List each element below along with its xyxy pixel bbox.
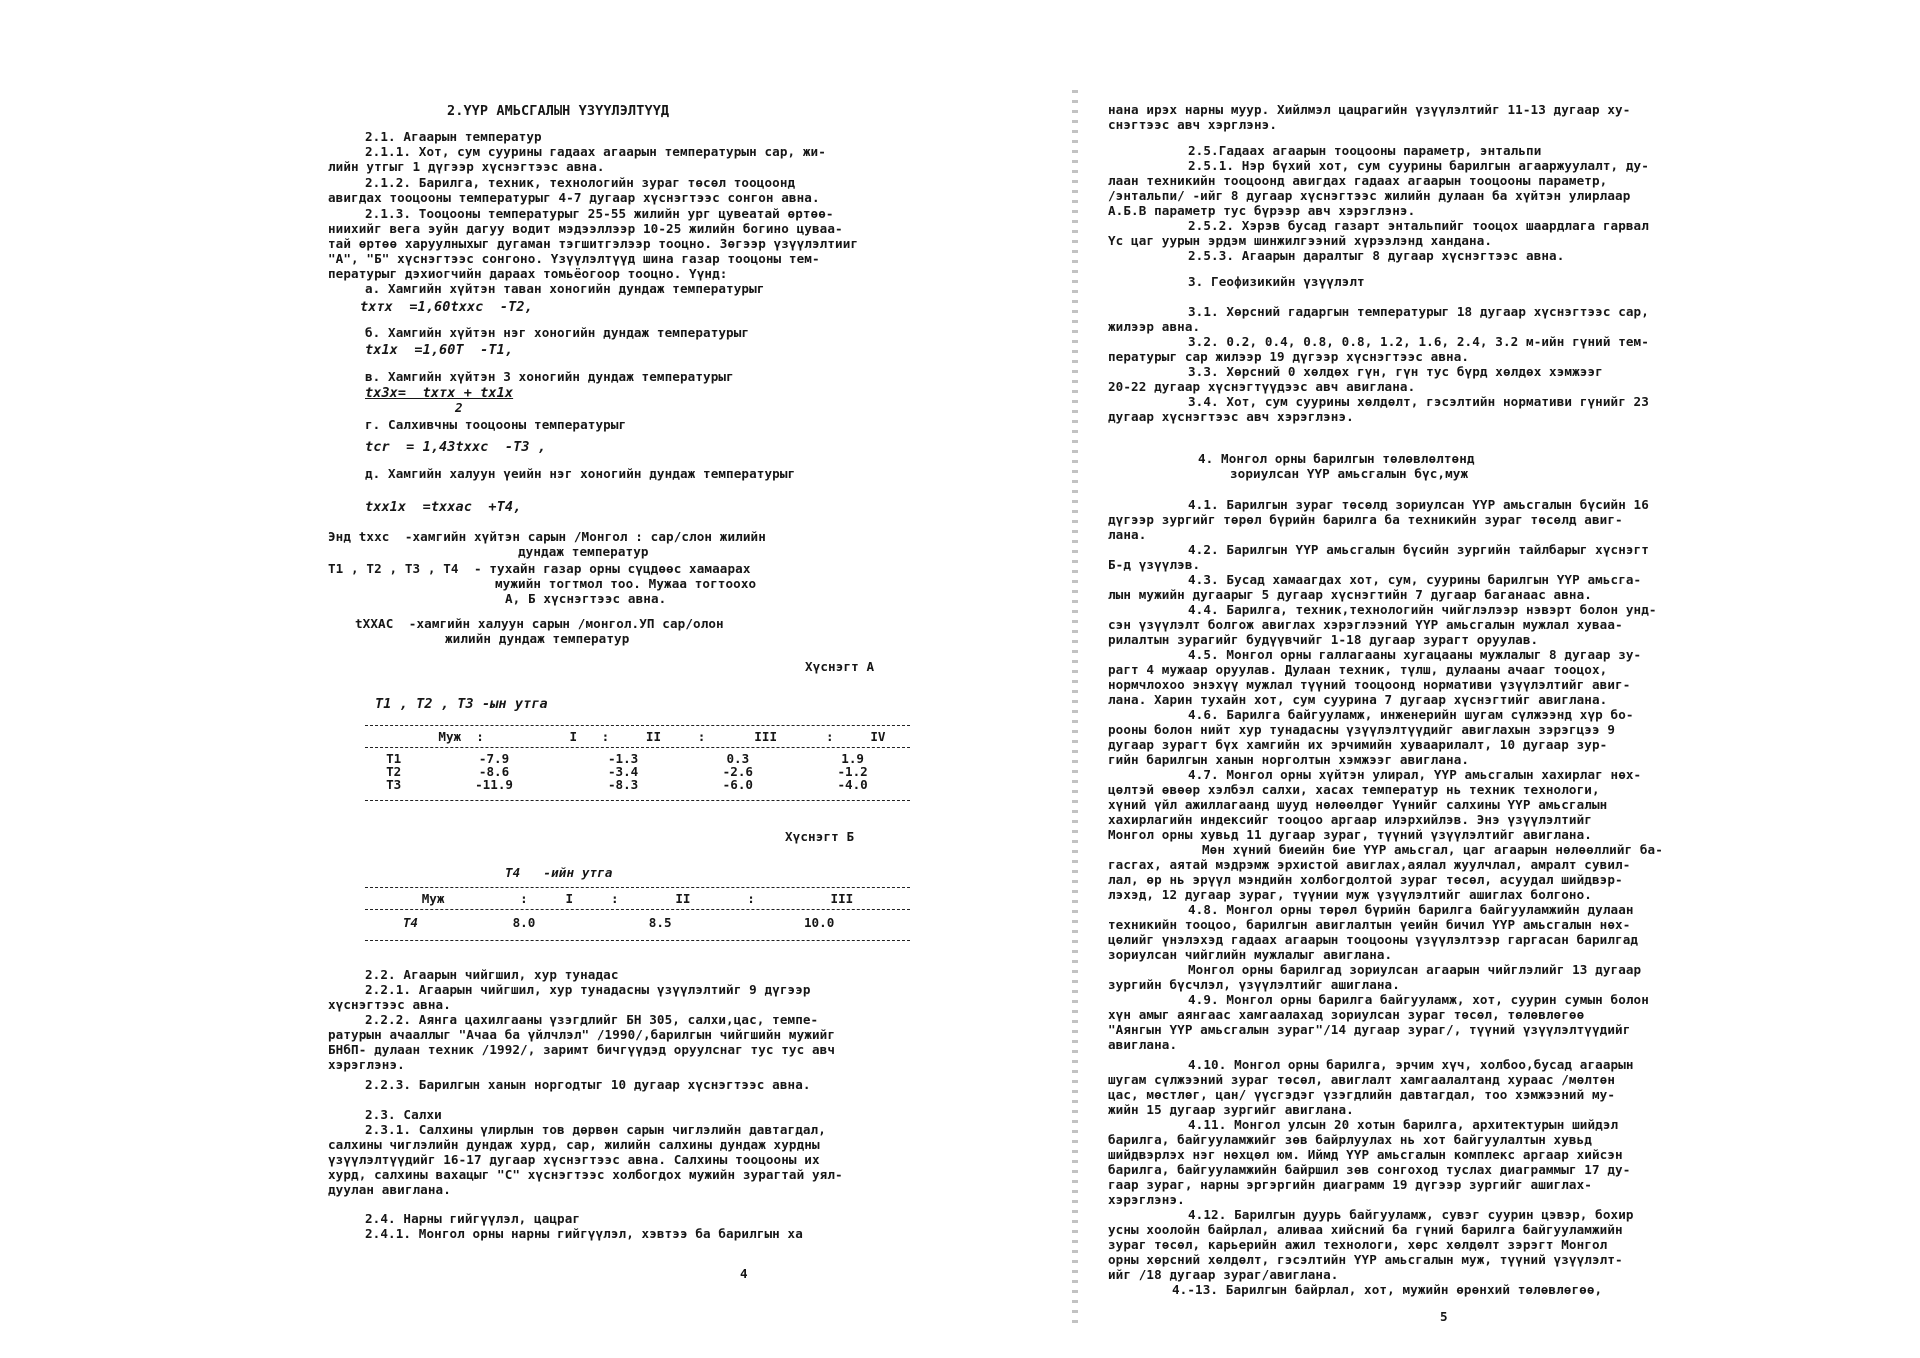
paragraph-line: гаар зураг, нарны эргэргийн диаграмм 19 дүгээр зургийг ашиглах- xyxy=(1108,1177,1592,1192)
paragraph-line: 4.4. Барилга, техник,технологийн чийглэлээр нэвэрт болон унд- xyxy=(1188,602,1657,617)
table-rule xyxy=(365,940,910,941)
paragraph-line: хурд, салхины вахацыг "С" хүснэгтээс холбогдох мужийн зурагтай уял- xyxy=(328,1167,843,1182)
paragraph-line: хэрэглэнэ. xyxy=(328,1057,405,1072)
paragraph-line: лын мужийн дугаарыг 5 дугаар хүснэгтийн 7 дугаар баганаас авна. xyxy=(1108,587,1592,602)
table-cell: 10.0 xyxy=(803,915,835,930)
paragraph-line: тай өртөө харуулныхыг дугаман тэгшитгэлээр тооцно. Зөгээр үзүүлэлтииг xyxy=(328,236,859,251)
paragraph-line: цөлийг үнэлэхэд гадаах агаарын тооцооны үзүүлэлтээр гаргасан барилгад xyxy=(1108,932,1639,947)
table-cell: 8.0 xyxy=(512,915,536,930)
table-rule xyxy=(365,747,910,748)
paragraph-line: лийн утгыг 1 дүгээр хүснэгтээс авна. xyxy=(328,159,605,174)
paragraph-line: 3.4. Хот, сум суурины хөлдөлт, гэсэлтийн нормативи гүнийг 23 xyxy=(1188,394,1649,409)
paragraph-line: 3.3. Хөрсний 0 хөлдөх гүн, гүн тус бүрд хөлдөх хэмжээг xyxy=(1188,364,1603,379)
paragraph-line: дүгээр зургийг төрөл бүрийн барилга ба техникийн зураг төсөлд авиг- xyxy=(1108,512,1623,527)
table-cell: 0.3 xyxy=(726,751,750,766)
formula-label: г. Салхивчны тооцооны температурыг xyxy=(365,417,627,432)
paragraph-line: 4.8. Монгол орны төрөл бүрийн барилга байгууламжийн дулаан xyxy=(1188,902,1634,917)
subsection-heading: 2.5.Гадаах агаарын тооцооны параметр, энтальпи xyxy=(1188,143,1542,158)
paragraph-line: усны хоолойн байрлал, аливаа хийсний ба гүний барилга байгууламжийн xyxy=(1108,1222,1623,1237)
paragraph-line: гийн барилгын ханын норголтын хэмжээг авиглана. xyxy=(1108,752,1470,767)
right-page xyxy=(1110,0,1810,1358)
table-cell: 1.9 xyxy=(841,751,864,766)
subsection-heading: 3. Геофизикийн үзүүлэлт xyxy=(1188,274,1365,289)
paragraph-line: шийдвэрлэх нэг нөхцөл юм. Иймд ҮҮР амьсгалын комплекс аргаар хийсэн xyxy=(1108,1147,1623,1162)
paragraph-line: "А", "Б" хүснэгтээс сонгоно. Үзүүлэлтүүд шина газар тооцоны тем- xyxy=(328,251,820,266)
paragraph-line: зориулсан чийглийн мужлалыг авиглана. xyxy=(1108,947,1393,962)
table-header-cell: III xyxy=(754,729,778,744)
table-header-cell: : xyxy=(747,891,755,906)
subsection-heading: 2.3. Салхи xyxy=(365,1107,442,1122)
paragraph-line: салхины чиглэлийн дундаж хурд, сар, жилийн салхины дундаж хурдны xyxy=(328,1137,820,1152)
left-page xyxy=(330,0,1090,1358)
paragraph-line: орны хөрсний хөлдөлт, гэсэлтийн ҮҮР амьсгалын муж, түүний үзүүлэлт- xyxy=(1108,1252,1623,1267)
table-header-cell: I xyxy=(569,729,578,744)
paragraph-line: дугаар зурагт бүх хамгийн их эрчимийн хуваарилалт, 10 дугаар зур- xyxy=(1108,737,1608,752)
table-row xyxy=(365,916,910,929)
table-rule xyxy=(365,909,910,910)
paragraph-line: 4.7. Монгол орны хүйтэн улирал, ҮҮР амьсгалын хахирлаг нөх- xyxy=(1188,767,1642,782)
paragraph-line: рооны болон нийт хур тунадасны үзүүлэлтүүдийг авиглахын зэрэгцээ 9 xyxy=(1108,722,1616,737)
formula: tхтх =1,60tххс -Т2, xyxy=(360,299,533,315)
table-cell: Т3 xyxy=(386,777,402,792)
table-caption: Хүснэгт А xyxy=(805,659,875,674)
paragraph-line: 2.1.3. Тооцооны температурыг 25-55 жилийн ург цувеатай өртөө- xyxy=(365,206,834,221)
table-cell: -8.3 xyxy=(607,777,639,792)
paragraph-line: хүснэгтээс авна. xyxy=(328,997,451,1012)
table-cell: Т2 xyxy=(386,764,402,779)
paragraph-line: дуулан авиглана. xyxy=(328,1182,451,1197)
paragraph-line: 4.1. Барилгын зураг төсөлд зориулсан ҮҮР амьсгалын бүсийн 16 xyxy=(1188,497,1649,512)
paragraph-line: 4.10. Монгол орны барилга, эрчим хүч, холбоо,бусад агаарын xyxy=(1188,1057,1634,1072)
table-header-cell: : xyxy=(520,891,528,906)
table-header-cell: I xyxy=(565,891,574,906)
paragraph-line: сэн үзүүлэлт болгож авиглах хэрэглээний ҮҮР амьсгалын мужлал хуваа- xyxy=(1108,617,1623,632)
table-cell: -4.0 xyxy=(837,777,868,792)
paragraph-line: зургийн бүсчлэл, үзүүлэлтийг ашиглана. xyxy=(1108,977,1400,992)
formula: tcr = 1,43tххс -Т3 , xyxy=(365,439,547,455)
formula-label: д. Хамгийн халуун үеийн нэг хоногийн дундаж температурыг xyxy=(365,466,796,481)
paragraph-line: рилалтын зурагийг будүүвчийг 1-18 дугаар зурагт оруулав. xyxy=(1108,632,1539,647)
paragraph-line: 2.5.1. Нэр бүхий хот, сум суурины барилгын агааржуулалт, ду- xyxy=(1188,158,1649,173)
paragraph-line: барилга, байгууламжийн байршил зөв сонгоход туслах диаграммыг 17 ду- xyxy=(1108,1162,1631,1177)
definition-line: tХХАС -хамгийн халуун сарын /монгол.УП сар/олон xyxy=(355,616,724,631)
paragraph-line: лаан техникийн тооцоонд авигдах гадаах агаарын тооцооны параметр, xyxy=(1108,173,1608,188)
table-header-cell: : xyxy=(697,729,706,744)
formula: tх1х =1,60Т -Т1, xyxy=(365,342,514,358)
paragraph-line: авиглана. xyxy=(1108,1037,1178,1052)
paragraph-line: 2.1.2. Барилга, техник, технологийн зураг төсөл тооцоонд xyxy=(365,175,796,190)
paragraph-line: ратурын ачааллыг "Ачаа ба үйлчлэл" /1990/,барилгын чийгшийн мужийг xyxy=(328,1027,836,1042)
paragraph-line: 4.6. Барилга байгууламж, инженерийн шугам сүлжээнд хүр бо- xyxy=(1188,707,1634,722)
section-heading: зориулсан ҮҮР амьсгалын бүс,муж xyxy=(1230,466,1469,481)
paragraph-line: авигдах тооцооны температурыг 4-7 дугаар хүснэгтээс сонгон авна. xyxy=(328,190,820,205)
paragraph-line: 3.2. 0.2, 0.4, 0.8, 0.8, 1.2, 1.6, 2.4, 3.2 м-ийн гүний тем- xyxy=(1188,334,1649,349)
paragraph-line: /энтальпи/ -ийг 8 дугаар хүснэгтээс жилийн дулаан ба хүйтэн улирлаар xyxy=(1108,188,1631,203)
paragraph-line: Мөн хүний биеийн бие ҮҮР амьсгал, цаг агаарын нөлөөллийг ба- xyxy=(1202,842,1663,857)
paragraph-line: 2.3.1. Салхины үлирлын тов дөрвөн сарын чиглэлийн давтагдал, xyxy=(365,1122,826,1137)
table-cell: -3.4 xyxy=(607,764,639,779)
formula-label: а. Хамгийн хүйтэн таван хоногийн дундаж температурыг xyxy=(365,281,765,296)
paragraph-line: 20-22 дугаар хүснэгтүүдээс авч авиглана. xyxy=(1108,379,1416,394)
page-number: 5 xyxy=(1440,1309,1448,1324)
paragraph-line: техникийн тооцоо, барилгын авиглалтын үеийн бичил ҮҮР амьсгалын нөх- xyxy=(1108,917,1631,932)
table-cell: 8.5 xyxy=(648,915,672,930)
paragraph-line: ийг /18 дугаар зураг/авиглана. xyxy=(1108,1267,1339,1282)
paragraph-line: 2.2.2. Аянга цахилгааны үзэгдлийг БН 305, салхи,цас, темпе- xyxy=(365,1012,819,1027)
paragraph-line: нормчлохоо энэхүү мужлал түүний тооцоонд нормативи үзүүлэлтийг авиг- xyxy=(1108,677,1631,692)
table-header-cell: IV xyxy=(870,729,886,744)
definition-line: Т1 , Т2 , Т3 , Т4 - тухайн газар орны сүцдөөс хамаарах xyxy=(328,561,751,576)
paragraph-line: лэхэд, 12 дугаар зураг, түүнии муж үзүүлэлтийг ашиглах болгоно. xyxy=(1108,887,1592,902)
definition-line: Энд tххс -хамгийн хүйтэн сарын /Монгол : сар/слон жилийн xyxy=(328,529,766,544)
table-cell: -2.6 xyxy=(722,764,754,779)
table-cell: -6.0 xyxy=(722,777,754,792)
paragraph-line: "Аянгын ҮҮР амьсгалын зураг"/14 дугаар зураг/, түүний үзүүлэлтүүдийг xyxy=(1108,1022,1631,1037)
table-cell: Т1 xyxy=(386,751,402,766)
definition-line: жилийн дундаж температур xyxy=(445,631,630,646)
table-cell: -8.6 xyxy=(478,764,510,779)
table-header-cell: Муж xyxy=(421,891,445,906)
paragraph-line: 2.1.1. Хот, сум суурины гадаах агаарын температурын сар, жи- xyxy=(365,144,826,159)
paragraph-line: хахирлагийн индексийг тооцоо аргаар илэрхийлэв. Энэ үзүүлэлтийг xyxy=(1108,812,1592,827)
paragraph-line: лана. xyxy=(1108,527,1147,542)
table-b-body xyxy=(365,916,910,929)
paragraph-line: 2.2.3. Барилгын ханын норгодтыг 10 дугаар хүснэгтээс авна. xyxy=(365,1077,811,1092)
table-header-cell: : xyxy=(601,729,610,744)
paragraph-line: 2.5.3. Агаарын даралтыг 8 дугаар хүснэгтээс авна. xyxy=(1188,248,1565,263)
table-a xyxy=(365,730,910,743)
page-number: 4 xyxy=(740,1266,748,1281)
paragraph-line: снэгтээс авч хэрглэнэ. xyxy=(1108,117,1278,132)
paragraph-line: хэрэглэнэ. xyxy=(1108,1192,1185,1207)
table-rule xyxy=(365,887,910,888)
paragraph-line: Б-д үзүүлэв. xyxy=(1108,557,1201,572)
paragraph-line: гасгах, аятай мэдрэмж эрхистой авиглах,аялал жуулчлал, амралт сувил- xyxy=(1108,857,1631,872)
paragraph-line: 4.11. Монгол улсын 20 хотын барилга, архитектурын шийдэл xyxy=(1188,1117,1619,1132)
paragraph-line: 2.5.2. Хэрэв бусад газарт энтальпийг тооцох шаардлага гарвал xyxy=(1188,218,1649,233)
paragraph-line: А.Б.В параметр тус бүрээр авч хэрэглэнэ. xyxy=(1108,203,1416,218)
paragraph-line: 4.12. Барилгын дуурь байгууламж, сувэг суурин цэвэр, бохир xyxy=(1188,1207,1634,1222)
paragraph-line: Үс цаг уурын эрдэм шинжилгээний хүрээлэнд хандана. xyxy=(1108,233,1493,248)
paragraph-line: лал, өр нь эрүүл мэндийн холбогдолтой зураг төсөл, асуудал шийдвэр- xyxy=(1108,872,1623,887)
paragraph-line: лана. Харин тухайн хот, сум суурина 7 дугаар хүснэгтийг авиглана. xyxy=(1108,692,1608,707)
paragraph-line: 4.5. Монгол орны галлагааны хугацааны мужлалыг 8 дугаар зу- xyxy=(1188,647,1642,662)
paragraph-line: цас, мөстлөг, цан/ үүсгэдэг үзэгдлийн давтагдал, тоо хэмжээний му- xyxy=(1108,1087,1616,1102)
table-title: Т4 -ийн утга xyxy=(505,865,613,880)
table-cell: -1.3 xyxy=(607,751,639,766)
paragraph-line: зураг төсөл, карьерийн ажил технологи, хөрс хөлдөлт зэрэгт Монгол xyxy=(1108,1237,1608,1252)
paragraph-line: пературыг сар жилээр 19 дүгээр хүснэгтээс авна. xyxy=(1108,349,1470,364)
paragraph-line: шугам сүлжээний зураг төсөл, авиглалт хамгаалалтанд хураас /мөлтөн xyxy=(1108,1072,1616,1087)
paragraph-line: 3.1. Хөрсний гадаргын температурыг 18 дугаар хүснэгтээс сар, xyxy=(1188,304,1649,319)
formula: tхх1х =tххас +Т4, xyxy=(365,499,522,515)
table-rule xyxy=(365,800,910,801)
formula-denominator: 2 xyxy=(455,400,463,415)
table-header-cell: : xyxy=(611,891,619,906)
table-cell: -1.2 xyxy=(837,764,868,779)
table-title: Т1 , Т2 , Т3 -ын утга xyxy=(375,696,548,712)
paragraph-line: жийн 15 дугаар зургийг авиглана. xyxy=(1108,1102,1354,1117)
paragraph-line: 2.4.1. Монгол орны нарны гийгүүлэл, хэвтээ ба барилгын ха xyxy=(365,1226,803,1241)
paragraph-line: пературыг дэхиогчийн дараах томьёогоор тооцно. Үүнд: xyxy=(328,266,728,281)
section-title: 2.ҮҮР АМЬСГАЛЫН ҮЗҮҮЛЭЛТҮҮД xyxy=(447,103,670,119)
formula: tх3х= tхтх + tх1х xyxy=(365,385,514,401)
paragraph-line: Монгол орны хувьд 11 дугаар зураг, түүний үзүүлэлтийг авиглана. xyxy=(1108,827,1592,842)
table-rule xyxy=(365,725,910,726)
definition-line: мужийн тогтмол тоо. Мужаа тогтоохо xyxy=(495,576,757,591)
table-cell: Т4 xyxy=(402,915,418,930)
subsection-heading: 2.2. Агаарын чийгшил, хур тунадас xyxy=(365,967,619,982)
paragraph-line: 4.9. Монгол орны барилга байгууламж, хот, суурин сумын болон xyxy=(1188,992,1649,1007)
table-header-cell: : xyxy=(825,729,834,744)
subsection-heading: 2.4. Нарны гийгүүлэл, цацраг xyxy=(365,1211,581,1226)
subsection-heading: 2.1. Агаарын температур xyxy=(365,129,542,144)
formula-label: б. Хамгийн хүйтэн нэг хоногийн дундаж температурыг xyxy=(365,325,750,340)
table-header-cell: II xyxy=(675,891,691,906)
definition-line: А, Б хүснэгтээс авна. xyxy=(505,591,667,606)
paragraph-line: хүн амыг аянгаас хамгаалахад зориулсан зураг төсөл, төлөвлөгөө xyxy=(1108,1007,1585,1022)
paragraph-line: барилга, байгууламжийг зөв байрлуулах нь хот байгуулалтын хувьд xyxy=(1108,1132,1592,1147)
paragraph-line: рагт 4 мужаар оруулав. Дулаан техник, түлш, дулааны ачааг тооцох, xyxy=(1108,662,1608,677)
table-cell: -11.9 xyxy=(475,777,514,792)
table-row xyxy=(365,778,910,791)
table-b xyxy=(365,892,910,905)
formula-label: в. Хамгийн хүйтэн 3 хоногийн дундаж температурыг xyxy=(365,369,734,384)
paragraph-line: хүний үйл ажиллагаанд шууд нөлөөлдөг Үүнийг салхины ҮҮР амьсгалын xyxy=(1108,797,1608,812)
table-header-cell: III xyxy=(830,891,854,906)
paragraph-line: ниихийг вега эуйн дагуу водит мэдээллээр 10-25 жилийн богино цуваа- xyxy=(328,221,843,236)
table-header-cell: Муж : xyxy=(438,729,484,744)
paragraph-line: Монгол орны барилгад зориулсан агаарын чийглэлийг 13 дугаар xyxy=(1188,962,1642,977)
paragraph-line: БНбП- дулаан техник /1992/, заримт бичгүүдэд оруулснаг тус тус авч xyxy=(328,1042,836,1057)
table-header-row xyxy=(365,730,910,743)
definition-line: дундаж температур xyxy=(518,544,649,559)
table-header-cell: II xyxy=(645,729,662,744)
table-header-row xyxy=(365,892,910,905)
table-caption: Хүснэгт Б xyxy=(785,829,855,844)
paragraph-line: жилээр авна. xyxy=(1108,319,1201,334)
paragraph-line: 4.3. Бусад хамаагдах хот, сум, суурины барилгын ҮҮР амьсга- xyxy=(1188,572,1642,587)
section-heading: 4. Монгол орны барилгын төлөвлөлтөнд xyxy=(1198,451,1475,466)
table-a-body xyxy=(365,752,910,791)
paragraph-line: 2.2.1. Агаарын чийгшил, хур тунадасны үзүүлэлтийг 9 дүгээр xyxy=(365,982,811,997)
paragraph-line: нана ирэх нарны муур. Хийлмэл цацрагийн үзүүлэлтийг 11-13 дугаар ху- xyxy=(1108,102,1631,117)
paragraph-line: үзүүлэлтүүдийг 16-17 дугаар хүснэгтээс авна. Салхины тооцооны их xyxy=(328,1152,820,1167)
paragraph-line: 4.2. Барилгын ҮҮР амьсгалын бүсийн зургийн тайлбарыг хүснэгт xyxy=(1188,542,1649,557)
paragraph-line: дугаар хүснэгтээс авч хэрэглэнэ. xyxy=(1108,409,1354,424)
table-cell: -7.9 xyxy=(478,751,510,766)
paragraph-line: 4.-13. Барилгын байрлал, хот, мужийн өрөнхий төлөвлөгөө, xyxy=(1172,1282,1603,1297)
paragraph-line: цөлтэй өвөөр хэлбэл салхи, хасах температур нь техник технологи, xyxy=(1108,782,1600,797)
